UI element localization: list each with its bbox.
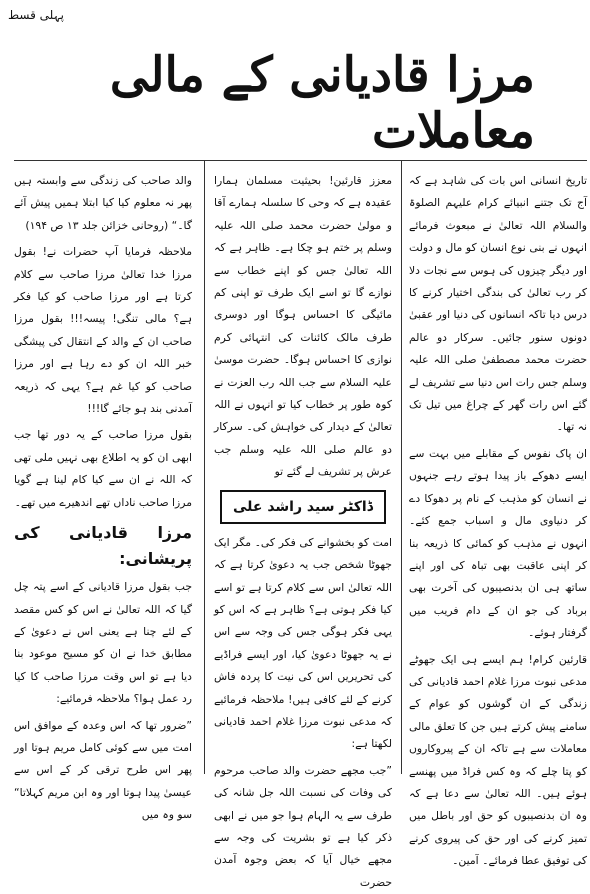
paragraph: امت کو بخشوانے کی فکر کی۔ مگر ایک جھوٹا شخص جب یہ دعویٰ کرتا ہے کہ اللہ تعالیٰ اس سے کلام کرتا ہے تو اسے کیا فکر ہوتی ہے؟ ظاہر ہے کہ اس کو یہی فکر ہوگی جس کی وجہ سے اس نے یہ جھوٹا دعویٰ کیا، اور ایسے فراڈیے کی تحریریں اس کی نیت کا پردہ فاش کرنے کے لئے کافی ہیں! ملاحظہ فرمائیے کہ مدعی نبوت مرزا غلام احمد قادیانی لکھتا ہے: — [214, 535, 392, 751]
installment-label: پہلی قسط — [8, 8, 64, 22]
column-divider-right — [401, 160, 402, 774]
author-byline: ڈاکٹر سید راشد علی — [220, 490, 386, 524]
paragraph: والد صاحب کی زندگی سے وابستہ ہیں پھر نہ معلوم کیا کیا ابتلا ہمیں پیش آئے گا۔“ (روحانی خزائن جلد ۱۳ ص ۱۹۴) — [14, 174, 192, 232]
column-right — [409, 170, 587, 868]
paragraph: بقول مرزا صاحب کے یہ دور تھا جب ابھی ان کو یہ اطلاع بھی نہیں ملی تھی کہ اللہ نے ان سے کیا کام لینا ہے گویا مرزا صاحب ناداں تھے اندھیرے میں تھے۔ — [14, 428, 192, 509]
paragraph: قارئین کرام! ہم ایسے ہی ایک جھوٹے مدعی نبوت مرزا غلام احمد قادیانی کی زندگی کے ان گوشوں کو عوام کے سامنے پیش کرتے ہیں جن کا تعلق مالی معاملات سے ہے تاکہ ان کے پیروکاروں کو پتا چلے کہ وہ کس فراڈ میں پھنسے ہوئے ہیں۔ اللہ تعالیٰ سے دعا ہے کہ وہ ان بدنصیبوں کو حق اور باطل میں تمیز کرنے کی اور حق کی پیروی کرنے کی توفیق عطا فرمائے۔ آمین۔ — [409, 652, 587, 868]
paragraph: جب بقول مرزا قادیانی کے اسے پتہ چل گیا کہ اللہ تعالیٰ نے اس کو کس مقصد کے لئے چنا ہے یعنی اس نے دعویٰ کے مطابق خدا نے ان کو مسیح موعود بنا دیا ہے تو اس وقت مرزا صاحب کا کیا رد عمل ہوا؟ ملاحظہ فرمائیے: — [14, 580, 192, 706]
headline-text: مرزا قادیانی کے مالی معاملات — [109, 46, 535, 159]
column-middle — [214, 170, 392, 889]
paragraph: ملاحظہ فرمایا آپ حضرات نے! بقول مرزا خدا تعالیٰ مرزا صاحب سے کلام کرتا ہے اور مرزا صاحب کو کیا فکر ہے؟ مالی تنگی! پیسہ!!! بقول مرزا صاحب ان کے والد کے انتقال کی پیشگی خبر اللہ ان کو دے رہا ہے اور مرزا صاحب کو کیا غم ہے؟ یہی کہ ذریعہ آمدنی بند ہو جائے گا!!! — [14, 245, 192, 416]
quote-paragraph: ”جب مجھے حضرت والد صاحب مرحوم کی وفات کی نسبت اللہ جل شانہ کی طرف سے یہ الہام ہوا جو میں نے ابھی ذکر کیا ہے تو بشریت کی وجہ سے مجھے خیال آیا کہ بعض وجوہ آمدن حضرت — [214, 763, 392, 889]
paragraph: ان پاک نفوس کے مقابلے میں بہت سے ایسے دھوکے باز پیدا ہوتے رہے جنہوں نے انسان کو مذہب کے نام پر دھوکا دے کر دنیاوی مال و اسباب جمع کئے۔ انہوں نے مذہب کو کمائی کا ذریعہ بنا کر اپنی عاقبت بھی تباہ کی اور اپنے ساتھ ہی ان بدنصیبوں کی آخرت بھی برباد کی جو ان کے دام فریب میں گرفتار ہوئے۔ — [409, 446, 587, 640]
header-divider — [14, 160, 587, 161]
headline — [95, 46, 535, 159]
column-left — [14, 170, 192, 822]
paragraph: معزز قارئین! بحیثیت مسلمان ہمارا عقیدہ ہے کہ وحی کا سلسلہ ہمارے آقا و مولیٰ حضرت محمد صلی اللہ علیہ وسلم پر ختم ہو چکا ہے۔ ظاہر ہے کہ اللہ تعالیٰ جس کو اپنے خطاب سے نوازے گا تو اسے ایک طرف تو اپنی کم مائیگی کا احساس ہوگا اور دوسری طرف مالک کائنات کی انتہائی کرم نوازی کا احساس ہوگا۔ حضرت موسیٰ علیہ السلام سے جب اللہ رب العزت نے کوہ طور پر خطاب کیا تو انہوں نے اللہ تعالیٰ کے دیدار کی خواہش کی۔ سرکار دو عالم صلی اللہ علیہ وسلم جب عرش پر تشریف لے گئے تو — [214, 174, 392, 479]
section-subheading: مرزا قادیانی کی پریشانی: — [14, 523, 192, 569]
quote-paragraph: ”ضرور تھا کہ اس وعدہ کے موافق اس امت میں سے کوئی کامل مریم ہوتا اور پھر اس طرح ترقی کر کے اس سے عیسیٰ پیدا ہوتا اور وہ ابن مریم کہلاتا“ سو وہ میں — [14, 718, 192, 822]
paragraph: تاریخ انسانی اس بات کی شاہد ہے کہ آج تک جتنے انبیائے کرام علیہم الصلوۃ والسلام اللہ تعالیٰ نے مبعوث فرمائے انہوں نے بنی نوع انسان کو مال و دولت اور دیگر چیزوں کی ہوس سے نجات دلا کر رب تعالیٰ کی بندگی اختیار کرنے کا درس دیا تاکہ انسانوں کی دنیا اور عقبیٰ دونوں سنور جائیں۔ سرکار دو عالم حضرت محمد مصطفیٰ صلی اللہ علیہ وسلم جس رات اس دنیا سے تشریف لے گئے اس رات گھر کے چراغ میں تیل تک نہ تھا۔ — [409, 174, 587, 434]
column-divider-left — [204, 160, 205, 774]
